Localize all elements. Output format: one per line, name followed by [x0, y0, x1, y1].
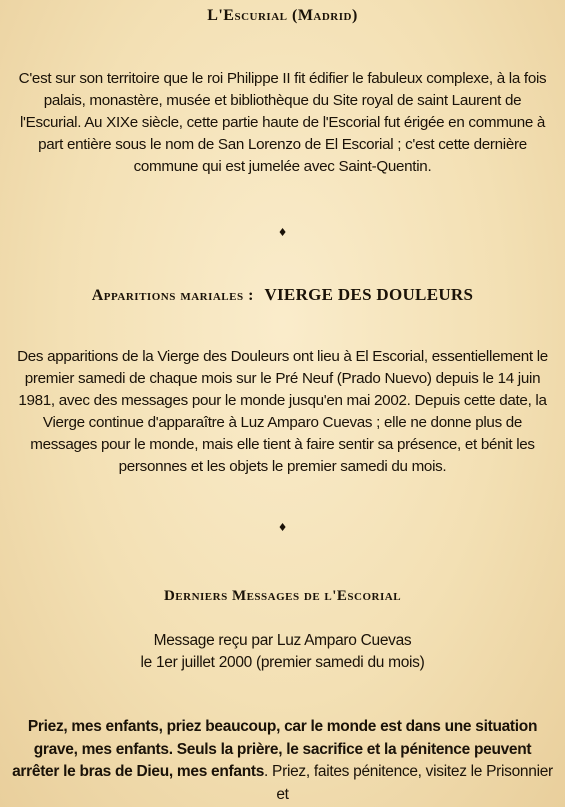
- apparitions-line-3: 1981, avec des messages pour le monde jusqu'en mai 2002. Depuis cette date, la: [18, 392, 547, 409]
- message-line-1: Priez, mes enfants, priez beaucoup, car le monde est dans une situation: [27, 718, 538, 735]
- apparitions-line-1: Des apparitions de la Vierge des Douleurs ont lieu à El Escorial, essentiellement le: [17, 348, 548, 365]
- apparitions-line-4: Vierge continue d'apparaître à Luz Amparo Cuevas ; elle ne donne plus de: [42, 414, 523, 431]
- apparitions-title-part1: Apparitions mariales :: [91, 287, 254, 304]
- section-title-messages: Derniers Messages de l'Escorial: [163, 588, 402, 604]
- escurial-line-4: part entière sous le nom de San Lorenzo de El Escorial ; c'est cette dernière: [38, 136, 527, 153]
- section-title-escurial: L'Escurial (Madrid): [207, 7, 358, 24]
- message-line-3: [8, 761, 557, 784]
- message-subtitle-line-1: Message reçu par Luz Amparo Cuevas: [153, 632, 412, 649]
- message-subtitle: [8, 630, 557, 674]
- diamond-separator-icon: ♦: [277, 521, 288, 534]
- escurial-line-2: palais, monastère, musée et bibliothèque du Site royal de saint Laurent de: [43, 92, 522, 109]
- message-line-3-rest: . Priez, faites pénitence, visitez le Prisonnier: [264, 763, 553, 780]
- message-line-2: grave, mes enfants. Seuls la prière, le sacrifice et la pénitence peuvent: [33, 740, 532, 758]
- apparitions-description: [8, 346, 557, 478]
- escurial-line-3: l'Escurial. Au XIXe siècle, cette partie haute de l'Escorial fut érigée en commune à: [19, 114, 546, 131]
- escurial-description: [8, 68, 557, 178]
- escurial-line-5: commune qui est jumelée avec Saint-Quentin.: [133, 158, 432, 175]
- section-title-apparitions: [0, 285, 565, 305]
- diamond-separator-icon: ♦: [277, 226, 288, 239]
- message-line-4: et: [276, 785, 289, 803]
- message-line-3-bold: arrêter le bras de Dieu, mes enfants: [12, 763, 265, 780]
- apparitions-line-2: premier samedi de chaque mois sur le Pré Neuf (Prado Nuevo) depuis le 14 juin: [24, 370, 541, 387]
- apparitions-line-5: messages pour le monde, mais elle tient à faire sentir sa présence, et bénit les: [30, 436, 535, 453]
- apparitions-line-6: personnes et les objets le premier samedi du mois.: [118, 458, 447, 475]
- escurial-line-1: C'est sur son territoire que le roi Philippe II fit édifier le fabuleux complexe, à la fois: [18, 70, 547, 87]
- message-subtitle-line-2: le 1er juillet 2000 (premier samedi du mois): [140, 654, 425, 671]
- apparitions-title-part2: VIERGE DES DOULEURS: [264, 285, 474, 304]
- message-text: [8, 716, 557, 806]
